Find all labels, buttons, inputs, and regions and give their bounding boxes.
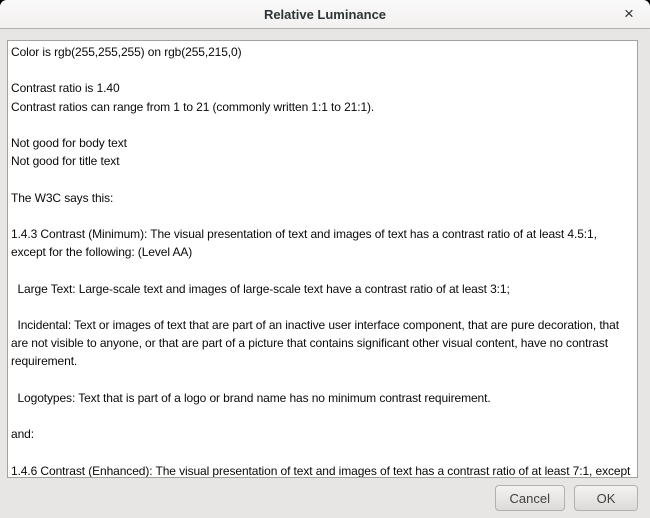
text-line: and:: [11, 427, 34, 442]
text-line: [11, 116, 634, 134]
titlebar[interactable]: [0, 0, 650, 29]
luminance-report-textview[interactable]: [7, 40, 638, 478]
text-line: [11, 61, 634, 79]
text-line: 1.4.6 Contrast (Enhanced): The visual presentation of text and images of text has a contrast ratio of at least 7:1, except: [11, 463, 631, 478]
text-line: Large Text: Large-scale text and images of large-scale text have a contrast ratio of at least 3:1;: [11, 281, 510, 296]
text-line: Color is rgb(255,255,255) on rgb(255,215,0): [11, 45, 242, 59]
text-line: [11, 207, 634, 225]
text-line: [11, 170, 634, 188]
action-area: [495, 485, 638, 511]
text-line: [11, 261, 634, 279]
text-line: [11, 371, 634, 389]
cancel-button[interactable]: Cancel: [495, 485, 565, 511]
text-line: [11, 407, 634, 425]
text-line: Incidental: Text or images of text that are part of an inactive user interface component, that are pure decoration, that: [11, 317, 619, 332]
text-line: The W3C says this:: [11, 190, 114, 205]
text-line: Not good for title text: [11, 154, 120, 169]
text-line: Not good for body text: [11, 135, 127, 150]
text-line: Logotypes: Text that is part of a logo or brand name has no minimum contrast requirement.: [11, 390, 491, 405]
ok-button[interactable]: OK: [574, 485, 638, 511]
text-line: are not visible to anyone, or that are part of a picture that contains significant other visual content, have no contrast: [11, 336, 608, 351]
text-line: [11, 443, 634, 461]
close-button[interactable]: [616, 1, 642, 27]
text-line: 1.4.3 Contrast (Minimum): The visual presentation of text and images of text has a contrast ratio of at least 4.5:1,: [11, 226, 597, 241]
text-line: Contrast ratios can range from 1 to 21 (commonly written 1:1 to 21:1).: [11, 99, 375, 114]
text-line: requirement.: [11, 354, 78, 369]
text-line: [11, 298, 634, 316]
text-line: except for the following: (Level AA): [11, 245, 193, 260]
window-title: Relative Luminance: [263, 6, 387, 22]
close-icon: ×: [624, 4, 634, 23]
text-line: Contrast ratio is 1.40: [11, 81, 120, 96]
